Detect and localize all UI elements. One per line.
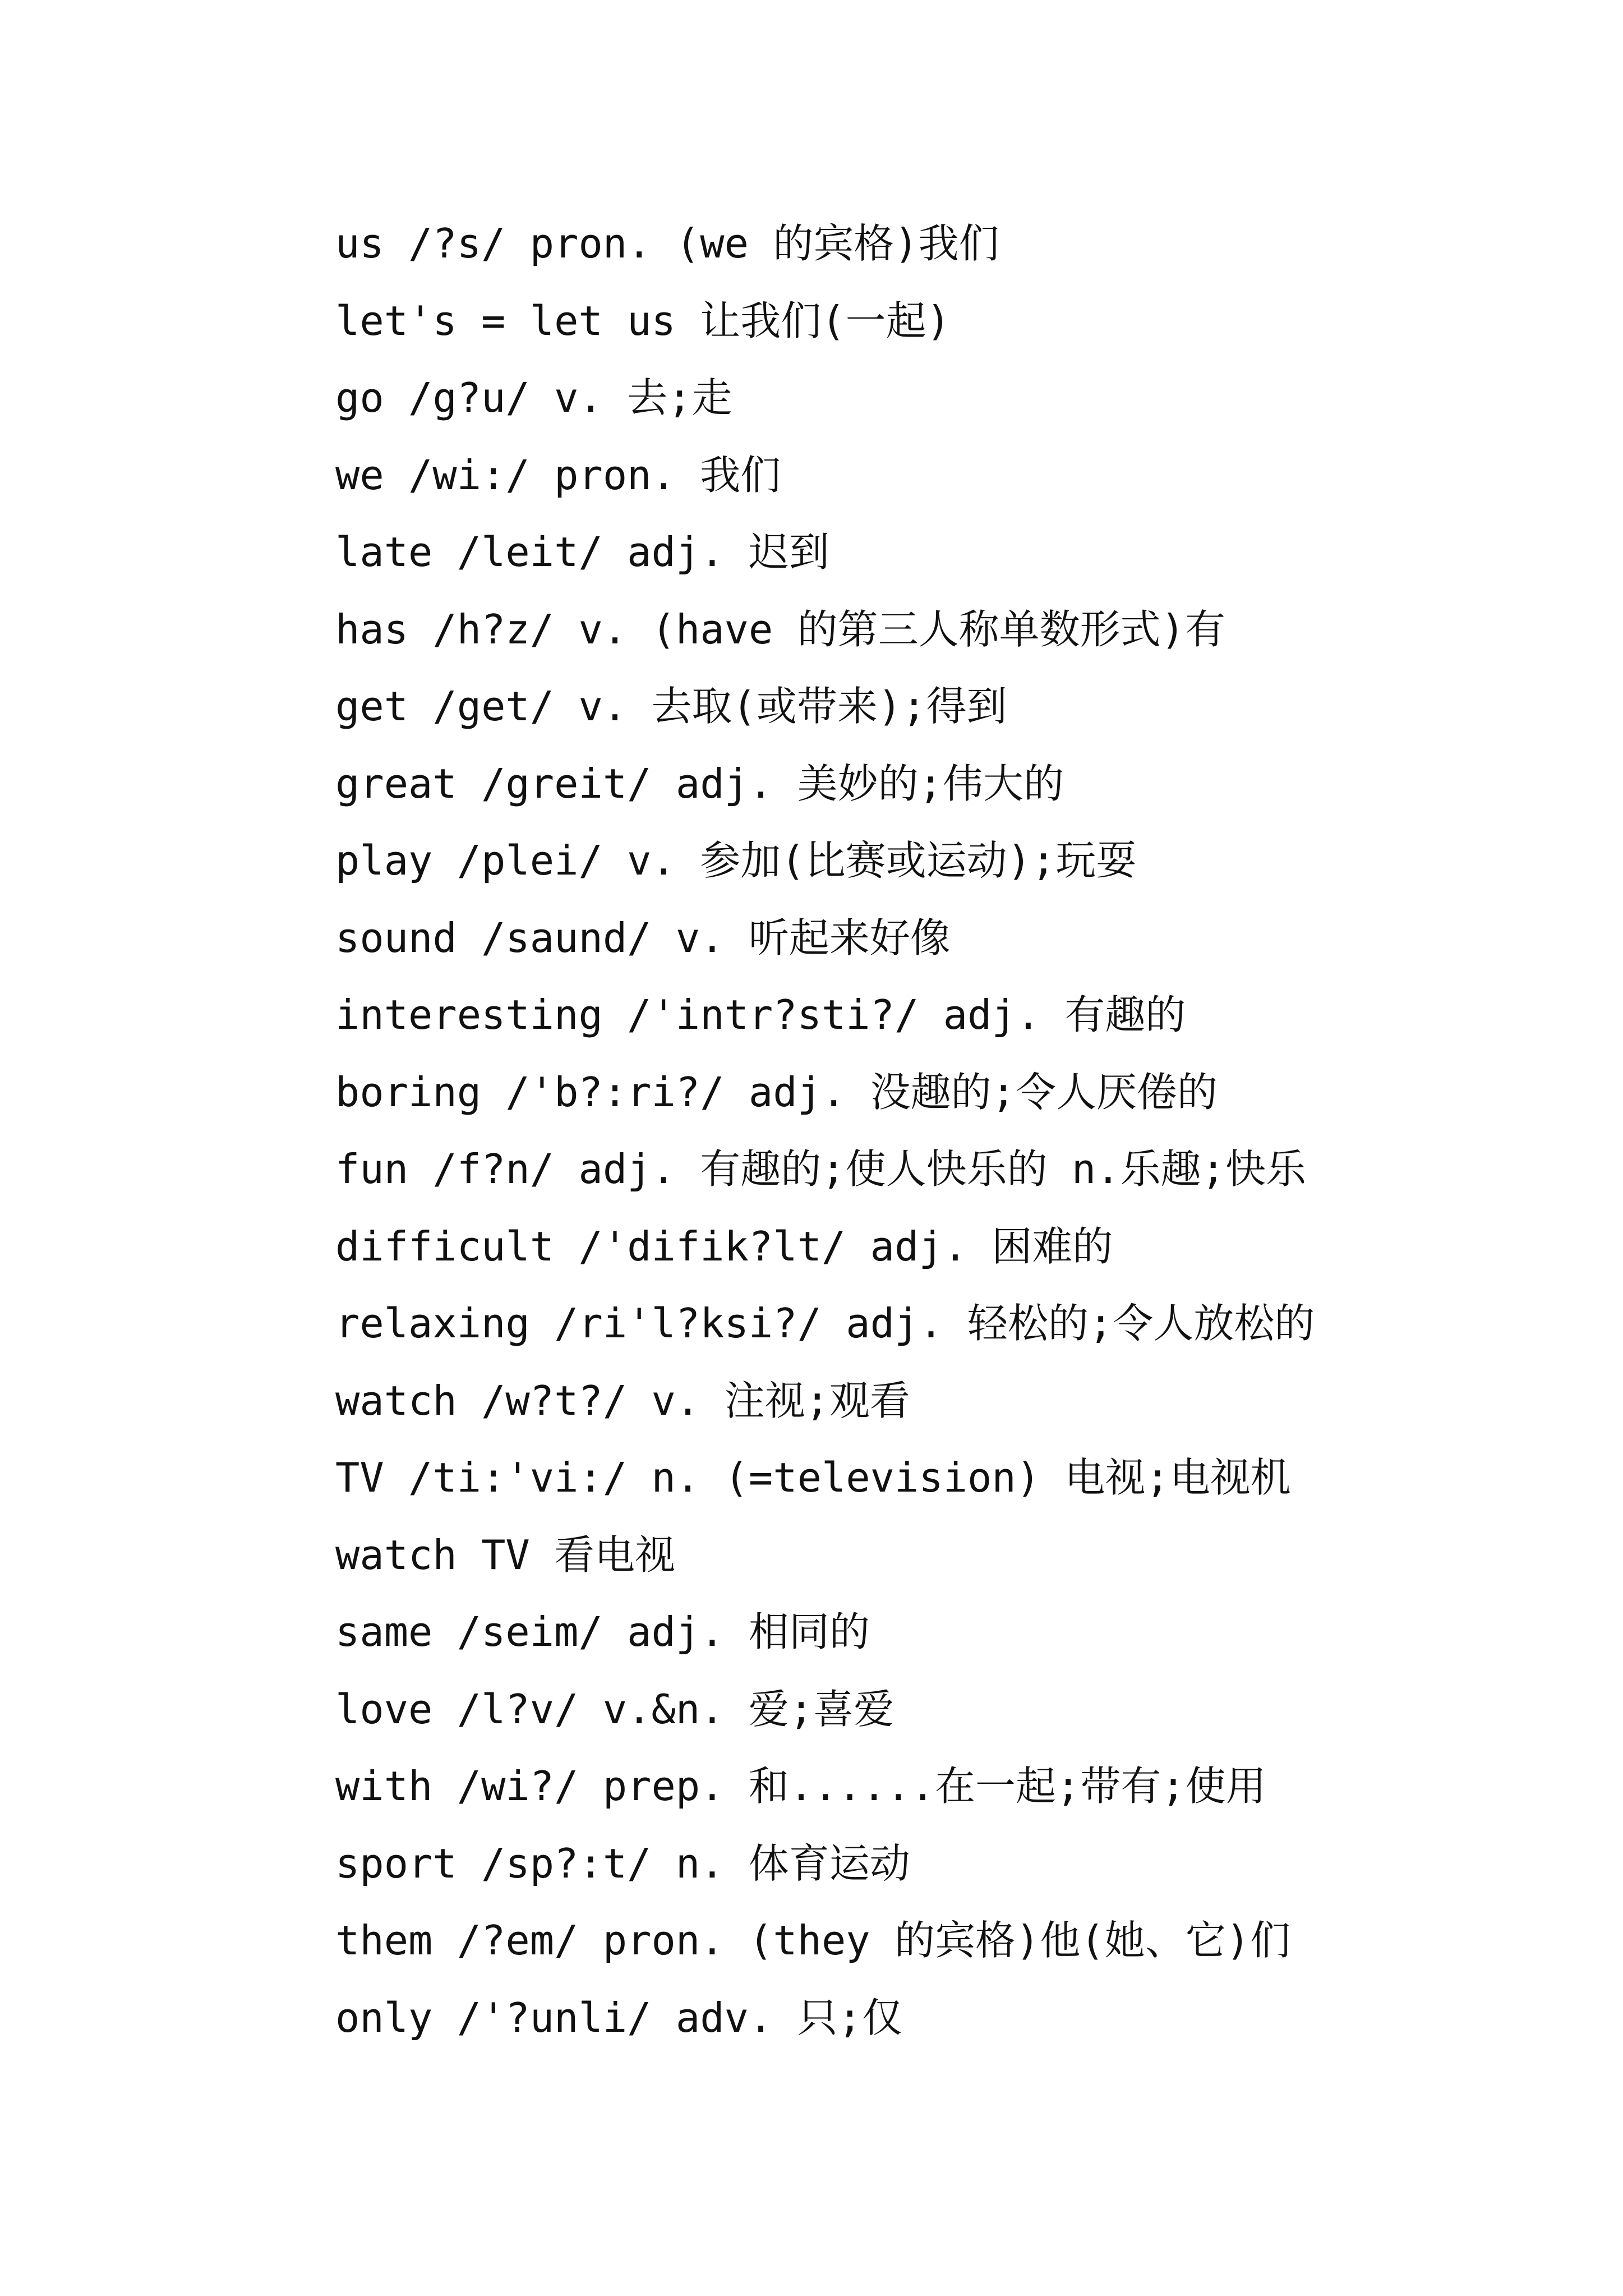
vocab-entry-us: us /?s/ pron. (we 的宾格)我们 bbox=[335, 220, 999, 267]
vocab-entry-watch: watch /w?t?/ v. 注视;观看 bbox=[335, 1377, 910, 1424]
vocab-entry-we: we /wi:/ pron. 我们 bbox=[335, 451, 781, 499]
vocab-entry-go: go /g?u/ v. 去;走 bbox=[335, 374, 732, 421]
vocab-entry-play: play /plei/ v. 参加(比赛或运动);玩耍 bbox=[335, 837, 1137, 884]
vocab-entry-with: with /wi?/ prep. 和......在一起;带有;使用 bbox=[335, 1763, 1266, 1810]
vocab-entry-has: has /h?z/ v. (have 的第三人称单数形式)有 bbox=[335, 605, 1225, 653]
vocab-entry-same: same /seim/ adj. 相同的 bbox=[335, 1608, 870, 1655]
vocab-entry-great: great /greit/ adj. 美妙的;伟大的 bbox=[335, 760, 1064, 807]
vocab-entry-difficult: difficult /'difik?lt/ adj. 困难的 bbox=[335, 1222, 1113, 1270]
vocab-entry-watch-tv: watch TV 看电视 bbox=[335, 1531, 676, 1579]
vocab-entry-interesting: interesting /'intr?sti?/ adj. 有趣的 bbox=[335, 991, 1186, 1038]
vocab-entry-sound: sound /saund/ v. 听起来好像 bbox=[335, 914, 951, 961]
vocab-entry-lets: let's = let us 让我们(一起) bbox=[335, 297, 951, 344]
vocab-entry-fun: fun /f?n/ adj. 有趣的;使人快乐的 n.乐趣;快乐 bbox=[335, 1145, 1306, 1193]
vocab-entry-late: late /leit/ adj. 迟到 bbox=[335, 528, 829, 576]
vocab-entry-get: get /get/ v. 去取(或带来);得到 bbox=[335, 683, 1007, 730]
vocabulary-list bbox=[335, 215, 1569, 2067]
vocab-entry-love: love /l?v/ v.&n. 爱;喜爱 bbox=[335, 1685, 895, 1733]
vocab-entry-them: them /?em/ pron. (they 的宾格)他(她、它)们 bbox=[335, 1917, 1291, 1964]
vocab-entry-boring: boring /'b?:ri?/ adj. 没趣的;令人厌倦的 bbox=[335, 1068, 1218, 1116]
vocab-entry-tv: TV /ti:'vi:/ n. (=television) 电视;电视机 bbox=[335, 1454, 1291, 1501]
vocab-entry-relaxing: relaxing /ri'l?ksi?/ adj. 轻松的;令人放松的 bbox=[335, 1300, 1315, 1347]
vocab-entry-sport: sport /sp?:t/ n. 体育运动 bbox=[335, 1839, 910, 1887]
vocab-entry-only: only /'?unli/ adv. 只;仅 bbox=[335, 1994, 902, 2041]
